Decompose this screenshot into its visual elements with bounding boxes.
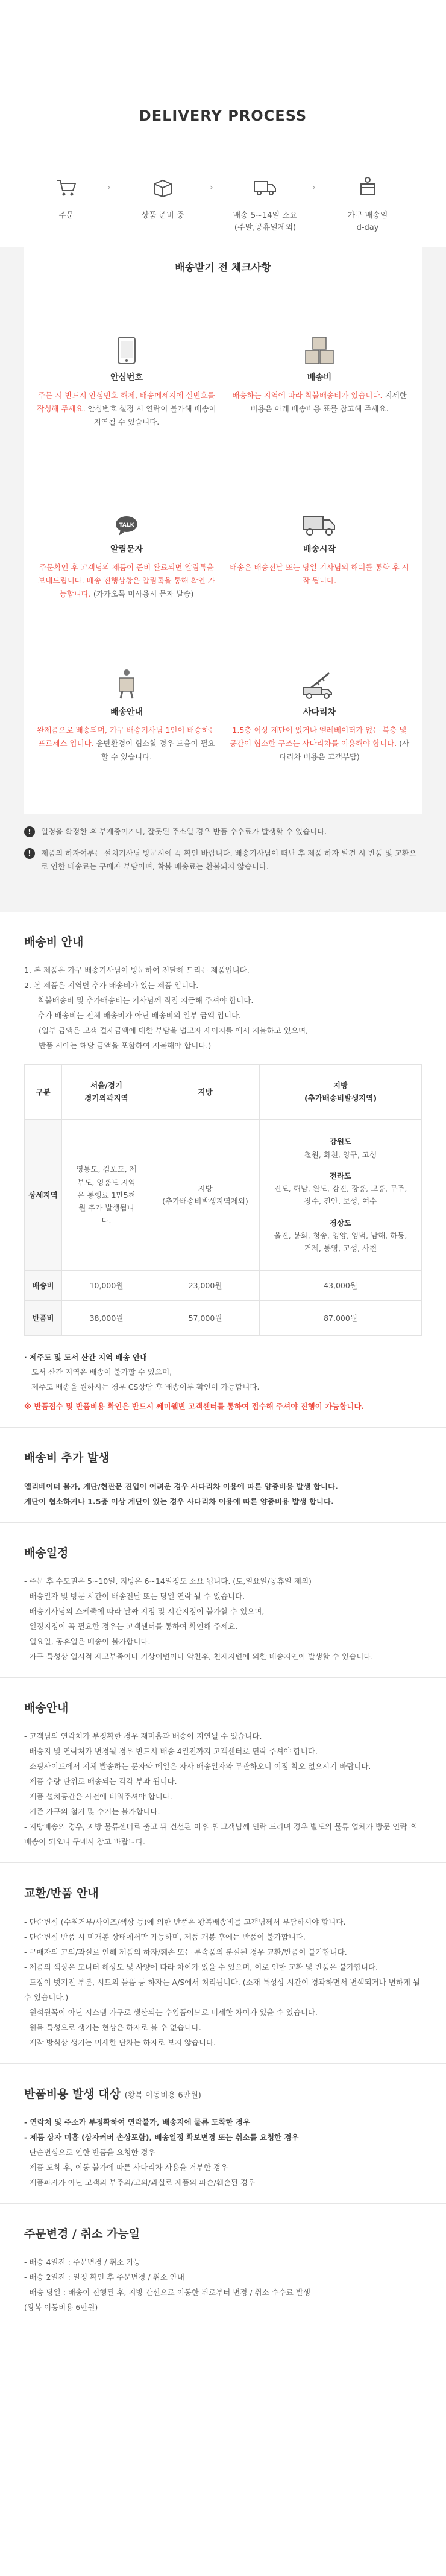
line: - 지방배송의 경우, 지방 물류센터로 출고 뒤 건선된 이후 후 고객님께 연락 드리며 경우 별도의 물류 업체가 방문 연락 후 배송이 되오니 구매시 참고 바랍니다. bbox=[24, 1822, 417, 1847]
line: - 쇼핑사이트에서 지체 발송하는 문자와 메일은 자사 배송일자와 무관하오니 이점 착오 없으시기 바랍니다. bbox=[24, 1762, 371, 1771]
section-title: 교환/반품 안내 bbox=[24, 1887, 99, 1900]
line: - 제작 방식상 생기는 미세한 단차는 하자로 보지 않습니다. bbox=[24, 2037, 216, 2047]
section-lines bbox=[24, 1479, 422, 1509]
check-delivery-guide bbox=[36, 663, 217, 763]
line: - 추가 배송비는 전체 배송비가 아닌 배송비의 일부 금액 입니다. bbox=[33, 1010, 242, 1020]
check-head: 알림문자 bbox=[110, 545, 143, 554]
check-safe-number bbox=[36, 329, 217, 428]
section-lines bbox=[24, 1574, 422, 1664]
row-label: 배송비 bbox=[25, 1270, 62, 1300]
line: 제주도 배송을 원하시는 경우 CS상담 후 배송여부 확인이 가능합니다. bbox=[31, 1382, 260, 1391]
boxes-icon bbox=[229, 329, 410, 365]
table-header: 서울/경기 경기외곽지역 bbox=[62, 1064, 151, 1119]
line: - 제품의 색상은 모니터 해상도 및 사양에 따라 차이가 있을 수 있으며, 이로 인한 교환 및 반품은 불가합니다. bbox=[24, 1962, 378, 1972]
check-desc-text: 지세한 비용은 아래 배송비용 표를 참고해 주세요. bbox=[250, 390, 407, 413]
return-fee-section bbox=[0, 2064, 446, 2204]
line: - 고객님의 연락처가 부정확한 경우 재미흡과 배송이 지연될 수 있습니다. bbox=[24, 1732, 262, 1741]
line: - 제품 수량 단위로 배송되는 각각 부과 됩니다. bbox=[24, 1777, 177, 1786]
step-delivery-day bbox=[331, 170, 404, 233]
line: - 배송지 및 연락처가 변경될 경우 반드시 배송 4일전까지 고객센터로 연락 주셔야 합니다. bbox=[24, 1747, 318, 1756]
chevron-right-icon: › bbox=[312, 183, 316, 192]
row-label: 반품비 bbox=[25, 1300, 62, 1335]
exclamation-icon: ! bbox=[24, 826, 35, 837]
region-name: 전라도 bbox=[329, 1171, 352, 1180]
check-desc-highlight: 배송하는 지역에 따라 착불배송비가 있습니다. bbox=[232, 390, 383, 400]
section-lines bbox=[24, 1729, 422, 1849]
line: - 제품파자가 아닌 고객의 부주의/고의/과실로 제품의 파손/훼손된 경우 bbox=[24, 2177, 256, 2187]
region-name: 경상도 bbox=[329, 1218, 352, 1227]
line: - 제품 설치공간은 사전에 비워주셔야 합니다. bbox=[24, 1792, 172, 1802]
exclamation-icon: ! bbox=[24, 848, 35, 859]
table-header: 지방 (추가배송비발생지역) bbox=[260, 1064, 422, 1119]
line: (일부 금액은 고객 결제금액에 대한 부담을 덜고자 세이지를 에서 지불하고 있으며, bbox=[39, 1025, 309, 1035]
talk-icon bbox=[36, 501, 217, 537]
line: - 제품 도착 후, 이동 불가에 따른 사다리차 사용을 거부한 경우 bbox=[24, 2162, 228, 2172]
section-title bbox=[24, 2084, 422, 2104]
cart-icon bbox=[30, 170, 102, 197]
checklist-section bbox=[0, 247, 446, 912]
section-title: 배송비 추가 발생 bbox=[24, 1451, 110, 1465]
line: - 원석원목이 아닌 시스템 가구로 생산되는 수입품이므로 미세한 차이가 있을 수 있습니다. bbox=[24, 2007, 318, 2017]
check-desc-highlight: 배송은 배송전날 또는 당일 기사님의 해피콜 통화 후 시작 됩니다. bbox=[230, 562, 409, 585]
table-cell: 23,000원 bbox=[151, 1270, 260, 1300]
row-label: 상세지역 bbox=[25, 1119, 62, 1270]
box-icon bbox=[127, 170, 199, 197]
note-item bbox=[24, 847, 422, 873]
region-places: 진도, 해남, 완도, 강진, 장흥, 고흥, 무주, 장수, 진안, 보성, 여수 bbox=[274, 1184, 407, 1206]
line: - 착불배송비 및 추가배송비는 기사님께 직접 지급해 주셔야 합니다. bbox=[33, 995, 254, 1005]
line: - 일정지정이 꼭 필요한 경우는 고객센터를 통하여 확인해 주세요. bbox=[24, 1622, 238, 1631]
note-item bbox=[24, 825, 422, 838]
line: 반품 시에는 해당 금액을 포함하여 지불해야 합니다.) bbox=[39, 1040, 212, 1050]
line: - 도장이 벗겨진 부분, 시트의 들뜸 등 하자는 A/S에서 처리됩니다. (소재 특성상 시간이 경과하면서 변색되거나 변하게 될 수 있습니다.) bbox=[24, 1977, 421, 2002]
checklist-notes bbox=[24, 814, 422, 888]
section-title: 배송일정 bbox=[24, 1546, 69, 1560]
shipping-fee-section bbox=[0, 912, 446, 1428]
check-head: 사다리차 bbox=[303, 707, 336, 717]
table-cell-regions bbox=[260, 1119, 422, 1270]
step-label: 상품 준비 중 bbox=[141, 211, 184, 220]
section-title: 배송비 안내 bbox=[24, 935, 84, 949]
step-label: 가구 배송일 d-day bbox=[347, 211, 388, 232]
check-head: 배송안내 bbox=[110, 707, 143, 717]
return-notice: ※ 반품접수 및 반품비용 확인은 반드시 쎄미웰빈 고객센터를 통하여 접수해 주셔야 진행이 가능합니다. bbox=[24, 1402, 365, 1411]
table-header: 지방 bbox=[151, 1064, 260, 1119]
check-shipping-fee bbox=[229, 329, 410, 416]
region-places: 울진, 봉화, 청송, 영양, 영덕, 남해, 하동, 거제, 통영, 고성, 사천 bbox=[274, 1230, 407, 1253]
table-cell: 38,000원 bbox=[62, 1300, 151, 1335]
phone-icon bbox=[36, 329, 217, 365]
check-desc-text: 운반환경이 협소할 경우 도움이 필요할 수 있습니다. bbox=[96, 738, 215, 761]
section-lines bbox=[24, 1914, 422, 2050]
delivery-truck-icon bbox=[229, 501, 410, 537]
line: 2. 본 제품은 지역별 추가 배송비가 있는 제품 입니다. bbox=[24, 980, 199, 990]
line: - 일요일, 공휴일은 배송이 불가합니다. bbox=[24, 1637, 151, 1647]
line: · 제주도 및 도서 산간 지역 배송 안내 bbox=[24, 1352, 148, 1362]
table-cell: 43,000원 bbox=[260, 1270, 422, 1300]
check-desc bbox=[36, 389, 217, 429]
section-title: 주문변경 / 취소 가능일 bbox=[24, 2227, 140, 2241]
line: - 배송 4일전 : 주문변경 / 취소 가능 bbox=[24, 2258, 141, 2267]
region-name: 강원도 bbox=[329, 1137, 352, 1147]
table-row bbox=[25, 1300, 422, 1335]
delivery-process-section bbox=[0, 0, 446, 247]
chevron-right-icon: › bbox=[210, 183, 213, 192]
checklist-title: 배송받기 전 체크사항 bbox=[175, 262, 271, 274]
checklist-card bbox=[24, 247, 422, 814]
step-label: 배송 5~14일 소요 (주말,공휴일제외) bbox=[233, 211, 298, 232]
check-desc-highlight: 주문 시 반드시 안심번호 해제, 배송메세지에 실번호를 작성해 주세요. bbox=[37, 390, 215, 413]
check-desc bbox=[36, 561, 217, 601]
section-title-small: (왕복 이동비용 6만원) bbox=[124, 2090, 201, 2100]
exchange-section bbox=[0, 1863, 446, 2063]
line: - 배송일자 및 방문 시간이 배송전날 또는 당일 연락 될 수 있습니다. bbox=[24, 1592, 245, 1601]
line: - 가구 특성상 일시적 재고부족이나 기상이변이나 악천후, 천재지변에 의한 배송지연이 발생할 수 있습니다. bbox=[24, 1652, 374, 1662]
shipping-fee-table bbox=[24, 1064, 422, 1336]
line: 계단이 협소하거나 1.5층 이상 계단이 있는 경우 사다리차 이용에 따른 양중비용 발생 합니다. bbox=[24, 1496, 334, 1506]
check-head: 배송시작 bbox=[303, 545, 336, 554]
cancel-section bbox=[0, 2204, 446, 2328]
line: (왕복 이동비용 6만원) bbox=[24, 2303, 98, 2312]
region-places: 철원, 화천, 양구, 고성 bbox=[304, 1150, 377, 1159]
process-title: DELIVERY PROCESS bbox=[139, 107, 307, 124]
step-preparing bbox=[127, 170, 199, 222]
step-label: 주문 bbox=[58, 211, 74, 220]
line: - 연락처 및 주소가 부정확하여 연락불가, 배송지에 물류 도착한 경우 bbox=[24, 2117, 251, 2127]
line: - 원목 특성으로 생기는 현상은 하자로 볼 수 없습니다. bbox=[24, 2022, 201, 2032]
check-desc bbox=[229, 561, 410, 587]
table-row bbox=[25, 1270, 422, 1300]
check-desc-highlight: 완제품으로 배송되며, 가구 배송기사님 1인이 배송하는 프로세스 입니다. bbox=[37, 725, 216, 748]
check-desc-highlight: 1.5층 이상 계단이 있거나 엘레베이터가 없는 복층 및 공간이 협소한 구조는 사다리차를 이용해야 합니다. bbox=[229, 725, 407, 748]
chevron-right-icon: › bbox=[107, 183, 111, 192]
line: - 단순변심으로 인한 반품을 요청한 경우 bbox=[24, 2147, 155, 2157]
section-title-text: 반품비용 발생 대상 bbox=[24, 2087, 121, 2101]
check-desc bbox=[229, 724, 410, 764]
check-desc-text: (카카오톡 미사용시 문자 발송) bbox=[93, 589, 194, 598]
delivery-info-section bbox=[0, 1678, 446, 1863]
line: 1. 본 제품은 가구 배송기사님이 방문하여 전달해 드리는 제품입니다. bbox=[24, 965, 250, 975]
carry-icon bbox=[36, 663, 217, 700]
table-cell: 87,000원 bbox=[260, 1300, 422, 1335]
section-lines bbox=[24, 963, 422, 1053]
step-shipping bbox=[229, 170, 301, 233]
check-delivery-start bbox=[229, 501, 410, 587]
line: 엘리베이터 불가, 계단/현관문 진입이 어려운 경우 사다리차 이용에 따른 양중비용 발생 합니다. bbox=[24, 1481, 338, 1491]
check-ladder-truck bbox=[229, 663, 410, 763]
process-steps bbox=[36, 170, 410, 236]
delivery-person-icon bbox=[331, 170, 404, 197]
table-cell: 지방 (추가배송비발생지역제외) bbox=[151, 1119, 260, 1270]
section-title: 배송안내 bbox=[24, 1701, 69, 1715]
check-head: 안심번호 bbox=[110, 373, 143, 382]
line: - 단순변심 (수취거부/사이즈/색상 등)에 의한 반품은 왕복배송비를 고객님께서 부담하셔야 합니다. bbox=[24, 1917, 346, 1926]
svg-text:TALK: TALK bbox=[119, 522, 134, 528]
check-desc-text: 안심번호 설정 시 연락이 불가해 배송이 지연될 수 있습니다. bbox=[87, 403, 216, 426]
line: - 주문 후 수도권은 5~10일, 지방은 6~14일정도 소요 됩니다. (토,일요일/공휴일 제외) bbox=[24, 1577, 312, 1586]
region-block bbox=[271, 1169, 410, 1208]
check-desc bbox=[229, 389, 410, 416]
note-text: 일정을 확정한 후 부재중이거나, 잘못된 주소일 경우 반품 수수료가 발생할 수 있습니다. bbox=[41, 827, 327, 836]
ladder-truck-icon bbox=[229, 663, 410, 700]
table-cell: 영통도, 김포도, 제부도, 영흥도 지역은 통행료 1만5천원 추가 발생됩니다. bbox=[62, 1119, 151, 1270]
section-lines bbox=[24, 2115, 422, 2190]
line: - 배송 2일전 : 일정 확인 후 주문변경 / 취소 안내 bbox=[24, 2273, 184, 2282]
line: 도서 산간 지역은 배송이 불가할 수 있으며, bbox=[31, 1367, 172, 1377]
line: - 제품 상자 미흡 (상자커버 손상포함), 배송일정 확보변경 또는 취소를 요청한 경우 bbox=[24, 2132, 299, 2142]
step-order bbox=[30, 170, 102, 222]
table-cell: 10,000원 bbox=[62, 1270, 151, 1300]
table-row bbox=[25, 1119, 422, 1270]
check-notification bbox=[36, 501, 217, 600]
line: - 배송 당일 : 배송이 진행된 후, 지방 간선으로 이동한 뒤로부터 변경 / 취소 수수료 발생 bbox=[24, 2288, 310, 2297]
table-header: 구분 bbox=[25, 1064, 62, 1119]
line: - 배송기사님의 스케줄에 따라 날짜 지정 및 시간지정이 불가할 수 있으며, bbox=[24, 1607, 265, 1616]
region-block bbox=[271, 1135, 410, 1161]
schedule-section bbox=[0, 1523, 446, 1678]
extra-fee-section bbox=[0, 1428, 446, 1522]
region-block bbox=[271, 1217, 410, 1255]
line: - 기존 가구의 철거 및 수거는 불가합니다. bbox=[24, 1807, 160, 1817]
check-desc-text: (사다리차 비용은 고객부담) bbox=[279, 738, 410, 761]
table-header-row bbox=[25, 1064, 422, 1119]
truck-icon bbox=[229, 170, 301, 197]
island-delivery-notes bbox=[24, 1350, 422, 1414]
check-desc-highlight: 주문확인 후 고객님의 제품이 준비 완료되면 알림톡을 보내드립니다. 배송 진행상황은 알림톡을 통해 확인 가능합니다. bbox=[38, 562, 215, 598]
section-lines bbox=[24, 2255, 422, 2315]
note-text: 제품의 하자여부는 설치기사님 방문시에 꼭 확인 바랍니다. 배송기사님이 떠난 후 제품 하자 발견 시 반품 및 교환으로 인한 배송료는 구매자 부담이며, 착불 배송료는 환불되지 않습니다. bbox=[41, 848, 416, 871]
line: - 단순변심 반품 시 미개봉 상태에서만 가능하며, 제품 개봉 후에는 반품이 불가합니다. bbox=[24, 1932, 306, 1941]
table-cell: 57,000원 bbox=[151, 1300, 260, 1335]
check-desc bbox=[36, 724, 217, 764]
check-head: 배송비 bbox=[307, 373, 332, 382]
line: - 구매자의 고의/과실로 인해 제품의 하자/훼손 또는 부속품의 분실된 경우 교환/반품이 불가합니다. bbox=[24, 1947, 347, 1957]
